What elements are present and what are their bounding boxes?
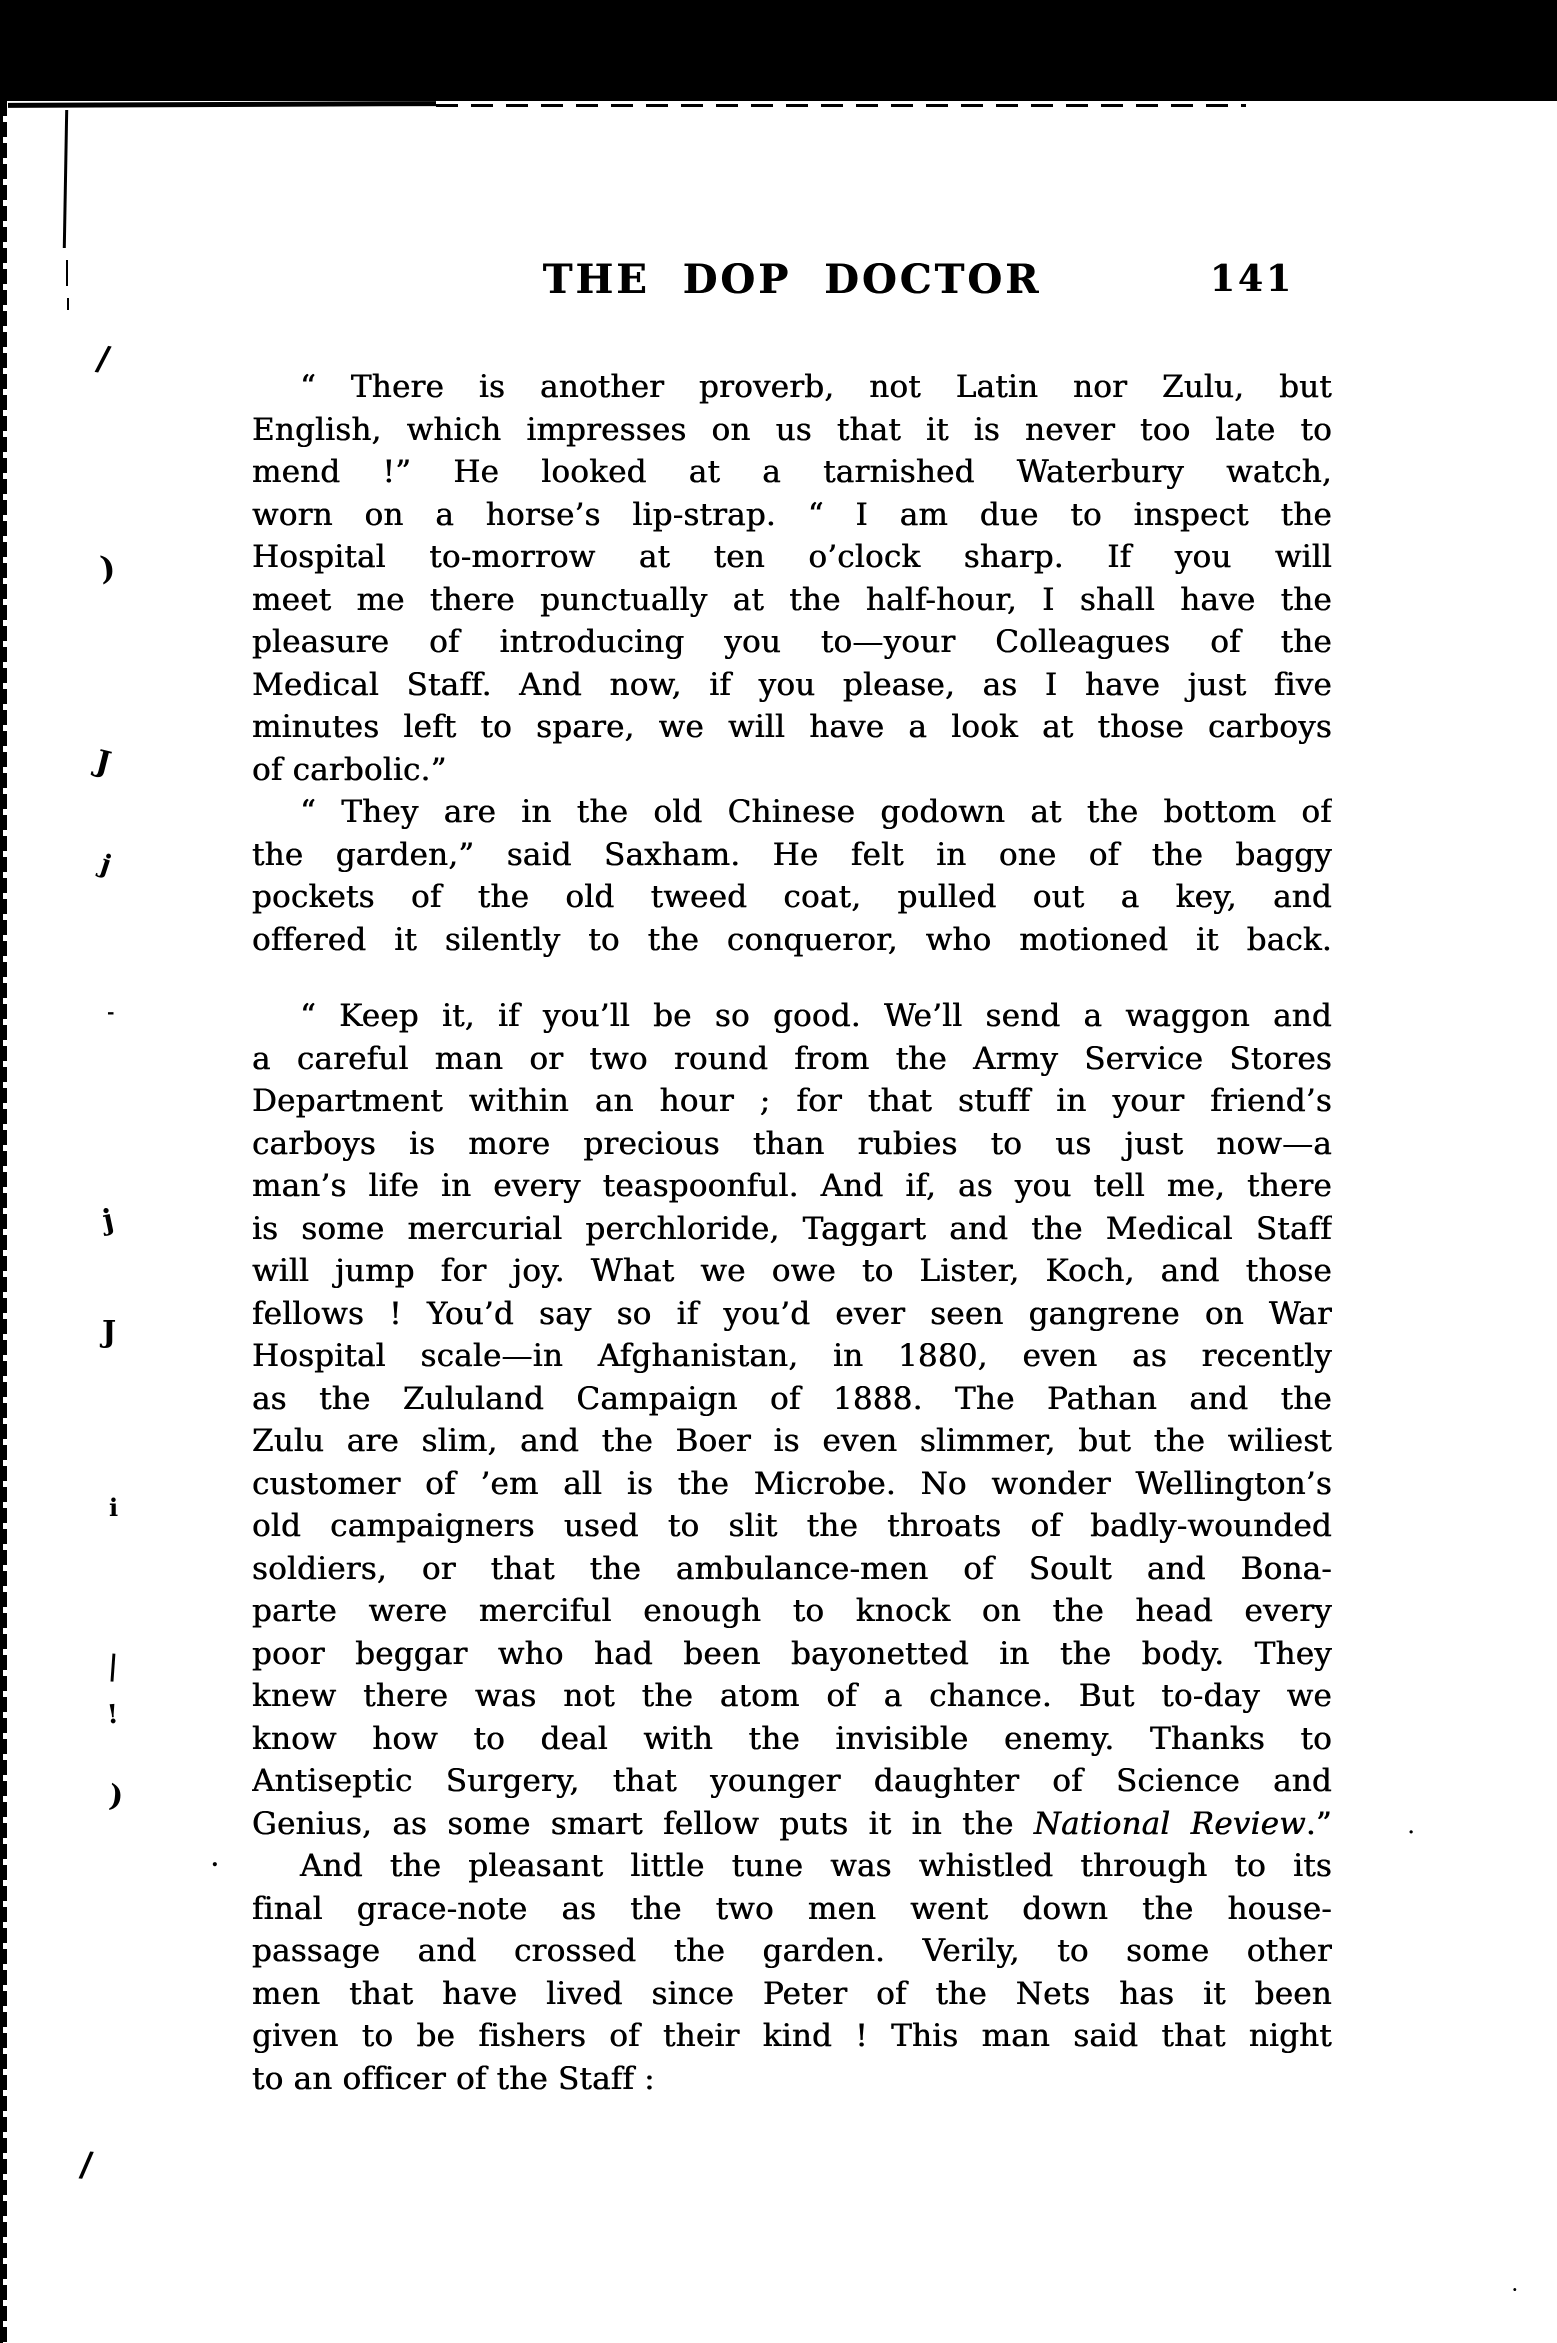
text-line [252,995,1332,1038]
text-segment: Antiseptic Surgery, that younger daughter of Science and [252,1763,1332,1799]
text-segment: Medical Staff. And now, if you please, as I have just five [252,666,1332,703]
text-line [252,451,1332,494]
scan-artifact-mark: | [106,1648,120,1683]
paragraph [252,1845,1332,2100]
text-line [252,1123,1332,1166]
text-line [252,664,1332,707]
text-segment: soldiers, or that the ambulance-men of Soult and Bona- [252,1550,1332,1587]
text-segment: knew there was not the atom of a chance. But to-day we [252,1678,1332,1714]
text-block [252,366,1332,2100]
text-line [252,749,1332,792]
text-segment: poor beggar who had been bayonetted in the body. They [252,1635,1332,1672]
scan-artifact-mark: j [96,849,115,881]
text-segment: mend !” He looked at a tarnished Waterbury watch, [252,454,1332,490]
scan-artifact-mark: . [211,1846,219,1872]
text-segment: men that have lived since Peter of the Nets has it been [252,1975,1332,2012]
text-line [252,1038,1332,1081]
text-segment: And the pleasant little tune was whistled through to its [300,1848,1332,1884]
paragraph [252,995,1332,1845]
page-number: 141 [1209,258,1294,300]
text-segment: minutes left to spare, we will have a look at those carboys [252,709,1332,745]
text-line [252,409,1332,452]
text-line [252,1505,1332,1548]
text-line [252,1973,1332,2016]
text-segment: Genius, as some smart fellow puts it in the [252,1805,1034,1842]
scan-top-black-bar [0,0,1557,101]
text-line [252,536,1332,579]
text-line [252,1803,1332,1846]
italic-text: National Review [1033,1805,1306,1842]
text-segment: as the Zululand Campaign of 1888. The Pathan and the [252,1380,1332,1417]
binding-edge-jagged [3,101,7,2343]
scan-artifact-mark: J [92,743,115,782]
text-segment: carboys is more precious than rubies to us just now—a [252,1125,1332,1162]
text-line [252,2058,1332,2101]
text-segment: offered it silently to the conqueror, who motioned it back. [252,921,1332,958]
scan-artifact-mark: j [99,1202,117,1237]
paragraph [252,366,1332,791]
scan-artifact-mark: · [1512,2280,1518,2299]
text-line [252,1633,1332,1676]
text-line [252,2015,1332,2058]
text-line [252,706,1332,749]
text-segment: Department within an hour ; for that stuff in your friend’s [252,1083,1332,1119]
text-line [252,834,1332,877]
page-top-edge-dashes [436,104,1246,107]
scan-artifact-mark: / [93,338,113,380]
running-header [252,256,1332,304]
text-segment: parte were merciful enough to knock on the head every [252,1593,1332,1629]
text-line [252,1208,1332,1251]
scan-artifact-mark: J [102,1315,117,1350]
text-line [252,494,1332,537]
text-line [252,366,1332,409]
paragraph [252,791,1332,961]
page-title: THE DOP DOCTOR [542,256,1042,303]
text-segment: Zulu are slim, and the Boer is even slimmer, but the wiliest [252,1423,1332,1459]
text-segment: .” [1305,1805,1332,1842]
text-segment: English, which impresses on us that it is never too late to [252,411,1332,448]
text-segment: the garden,” said Saxham. He felt in one of the baggy [252,836,1332,873]
text-segment: fellows ! You’d say so if you’d ever seen gangrene on War [252,1295,1332,1332]
text-line [252,1718,1332,1761]
scan-artifact-mark: ! [105,1699,120,1731]
text-segment: customer of ’em all is the Microbe. No wonder Wellington’s [252,1465,1332,1502]
text-segment: will jump for joy. What we owe to Lister, Koch, and those [252,1253,1332,1289]
text-segment: old campaigners used to slit the throats of badly-wounded [252,1508,1332,1544]
text-segment: given to be fishers of their kind ! This man said that night [252,2018,1332,2054]
text-line [252,919,1332,962]
scan-artifact-mark: ) [107,1778,126,1815]
text-line [252,1335,1332,1378]
text-segment: know how to deal with the invisible enemy. Thanks to [252,1720,1332,1757]
spine-crease-line [63,110,68,248]
scan-artifact-mark: - [107,1002,115,1023]
page-top-edge-artifact [8,101,436,108]
text-line [252,1930,1332,1973]
scan-artifact-mark: ) [98,548,118,588]
text-line [252,621,1332,664]
text-segment: pockets of the old tweed coat, pulled out a key, and [252,879,1332,915]
text-segment: to an officer of the Staff : [252,2060,655,2097]
text-line [252,579,1332,622]
text-line [252,1293,1332,1336]
text-segment: Hospital to-morrow at ten o’clock sharp. If you will [252,539,1332,575]
text-segment: a careful man or two round from the Army Service Stores [252,1040,1332,1077]
text-segment: Hospital scale—in Afghanistan, in 1880, even as recently [252,1338,1332,1374]
text-line [252,1845,1332,1888]
text-segment: “ There is another proverb, not Latin nor Zulu, but [300,369,1332,405]
spine-crease-dash [66,260,68,286]
scan-artifact-mark: i [109,1493,119,1522]
text-line [252,1420,1332,1463]
text-line [252,1590,1332,1633]
text-segment: final grace-note as the two men went down the house- [252,1890,1332,1927]
scan-artifact-mark: / [77,2144,95,2186]
text-segment: man’s life in every teaspoonful. And if, as you tell me, there [252,1168,1332,1204]
text-line [252,1548,1332,1591]
text-segment: worn on a horse’s lip-strap. “ I am due to inspect the [252,496,1332,533]
text-line [252,1080,1332,1123]
text-line [252,876,1332,919]
spine-crease-dash [67,298,69,310]
text-segment: “ They are in the old Chinese godown at the bottom of [300,794,1332,830]
text-segment: “ Keep it, if you’ll be so good. We’ll send a waggon and [300,998,1332,1034]
scan-artifact-mark: · [1408,1822,1415,1843]
text-line [252,1675,1332,1718]
text-segment: meet me there punctually at the half-hour, I shall have the [252,581,1332,618]
text-line [252,1888,1332,1931]
text-line [252,1760,1332,1803]
text-line [252,791,1332,834]
text-line [252,1378,1332,1421]
text-line [252,1250,1332,1293]
text-segment: is some mercurial perchloride, Taggart and the Medical Staff [252,1210,1332,1247]
text-segment: of carbolic.” [252,751,447,788]
text-segment: pleasure of introducing you to—your Colleagues of the [252,624,1332,660]
text-line [252,1463,1332,1506]
text-segment: passage and crossed the garden. Verily, to some other [252,1933,1332,1969]
text-line [252,1165,1332,1208]
